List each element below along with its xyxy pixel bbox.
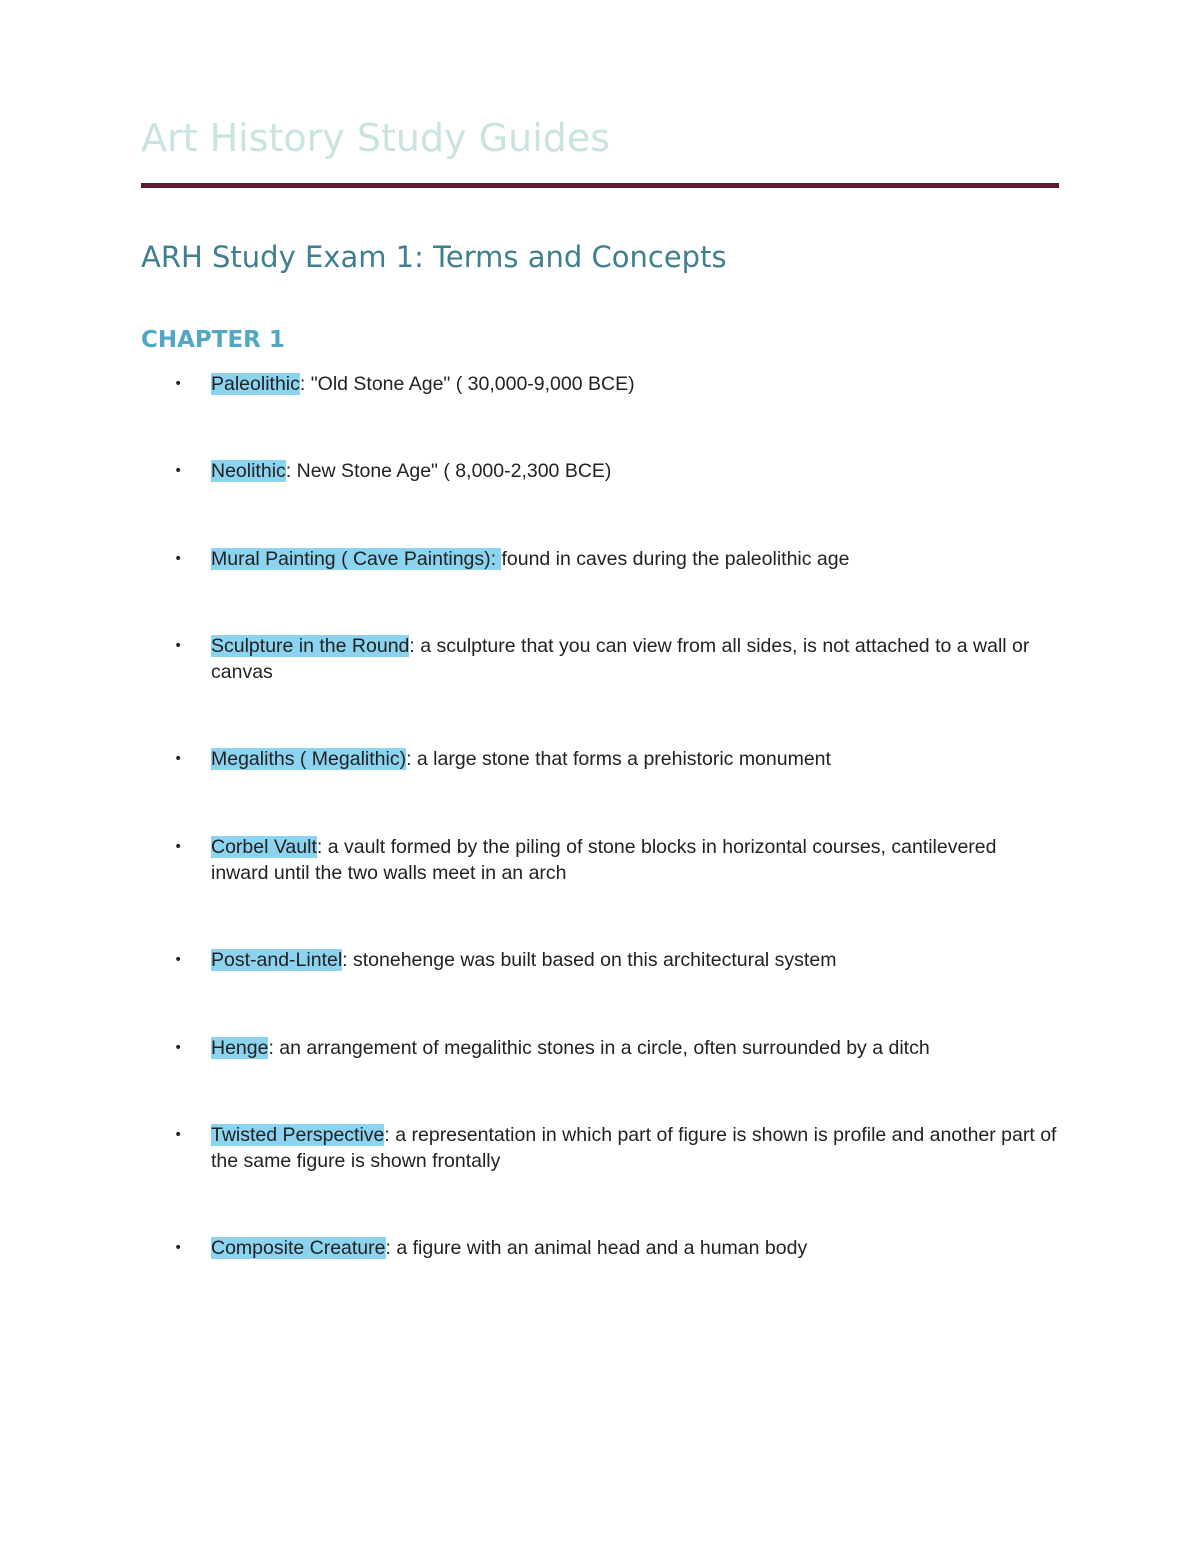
term-text <box>211 746 1059 772</box>
bullet-icon: • <box>174 551 183 567</box>
term-name: Megaliths ( Megalithic) <box>211 748 407 770</box>
term-name: Twisted Perspective <box>211 1124 385 1146</box>
term-text <box>211 458 1059 484</box>
term-text <box>211 834 1059 886</box>
bullet-icon: • <box>174 376 183 392</box>
term-definition: : an arrangement of megalithic stones in a circle, often surrounded by a ditch <box>268 1037 930 1059</box>
term-name: Composite Creature <box>211 1237 386 1259</box>
term-name: Henge <box>211 1037 269 1059</box>
term-text <box>211 1235 1059 1261</box>
bullet-icon: • <box>174 1240 183 1256</box>
bullet-icon: • <box>174 839 183 855</box>
term-definition: : a vault formed by the piling of stone blocks in horizontal courses, cantilevered inward until the two walls meet in an arch <box>211 836 997 884</box>
term-name: Neolithic <box>211 460 286 482</box>
bullet-icon: • <box>174 1127 183 1143</box>
term-name: Corbel Vault <box>211 836 317 858</box>
term-name: Mural Painting ( Cave Paintings): <box>211 548 502 570</box>
term-definition: found in caves during the paleolithic age <box>501 548 850 570</box>
term-text <box>211 1122 1059 1174</box>
term-definition: : a large stone that forms a prehistoric monument <box>406 748 831 770</box>
bullet-icon: • <box>174 751 183 767</box>
term-text <box>211 947 1059 973</box>
term-name: Sculpture in the Round <box>211 635 410 657</box>
term-definition: : a figure with an animal head and a human body <box>385 1237 808 1259</box>
term-text <box>211 371 1059 397</box>
chapter-heading: CHAPTER 1 <box>141 327 285 353</box>
term-definition: : a sculpture that you can view from all sides, is not attached to a wall or canvas <box>211 635 1030 683</box>
bullet-icon: • <box>174 1040 183 1056</box>
term-text <box>211 546 1059 572</box>
bullet-icon: • <box>174 638 183 654</box>
term-text <box>211 633 1059 685</box>
term-definition: : a representation in which part of figure is shown is profile and another part of the same figure is shown frontally <box>211 1124 1057 1172</box>
exam-heading: ARH Study Exam 1: Terms and Concepts <box>141 240 727 274</box>
document-title: Art History Study Guides <box>141 116 611 160</box>
bullet-icon: • <box>174 952 183 968</box>
term-definition: : New Stone Age" ( 8,000-2,300 BCE) <box>285 460 612 482</box>
term-definition: : "Old Stone Age" ( 30,000-9,000 BCE) <box>299 373 635 395</box>
term-name: Paleolithic <box>211 373 300 395</box>
bullet-icon: • <box>174 463 183 479</box>
title-divider <box>141 183 1059 188</box>
term-name: Post-and-Lintel <box>211 949 343 971</box>
term-definition: : stonehenge was built based on this architectural system <box>342 949 837 971</box>
term-text <box>211 1035 1059 1061</box>
